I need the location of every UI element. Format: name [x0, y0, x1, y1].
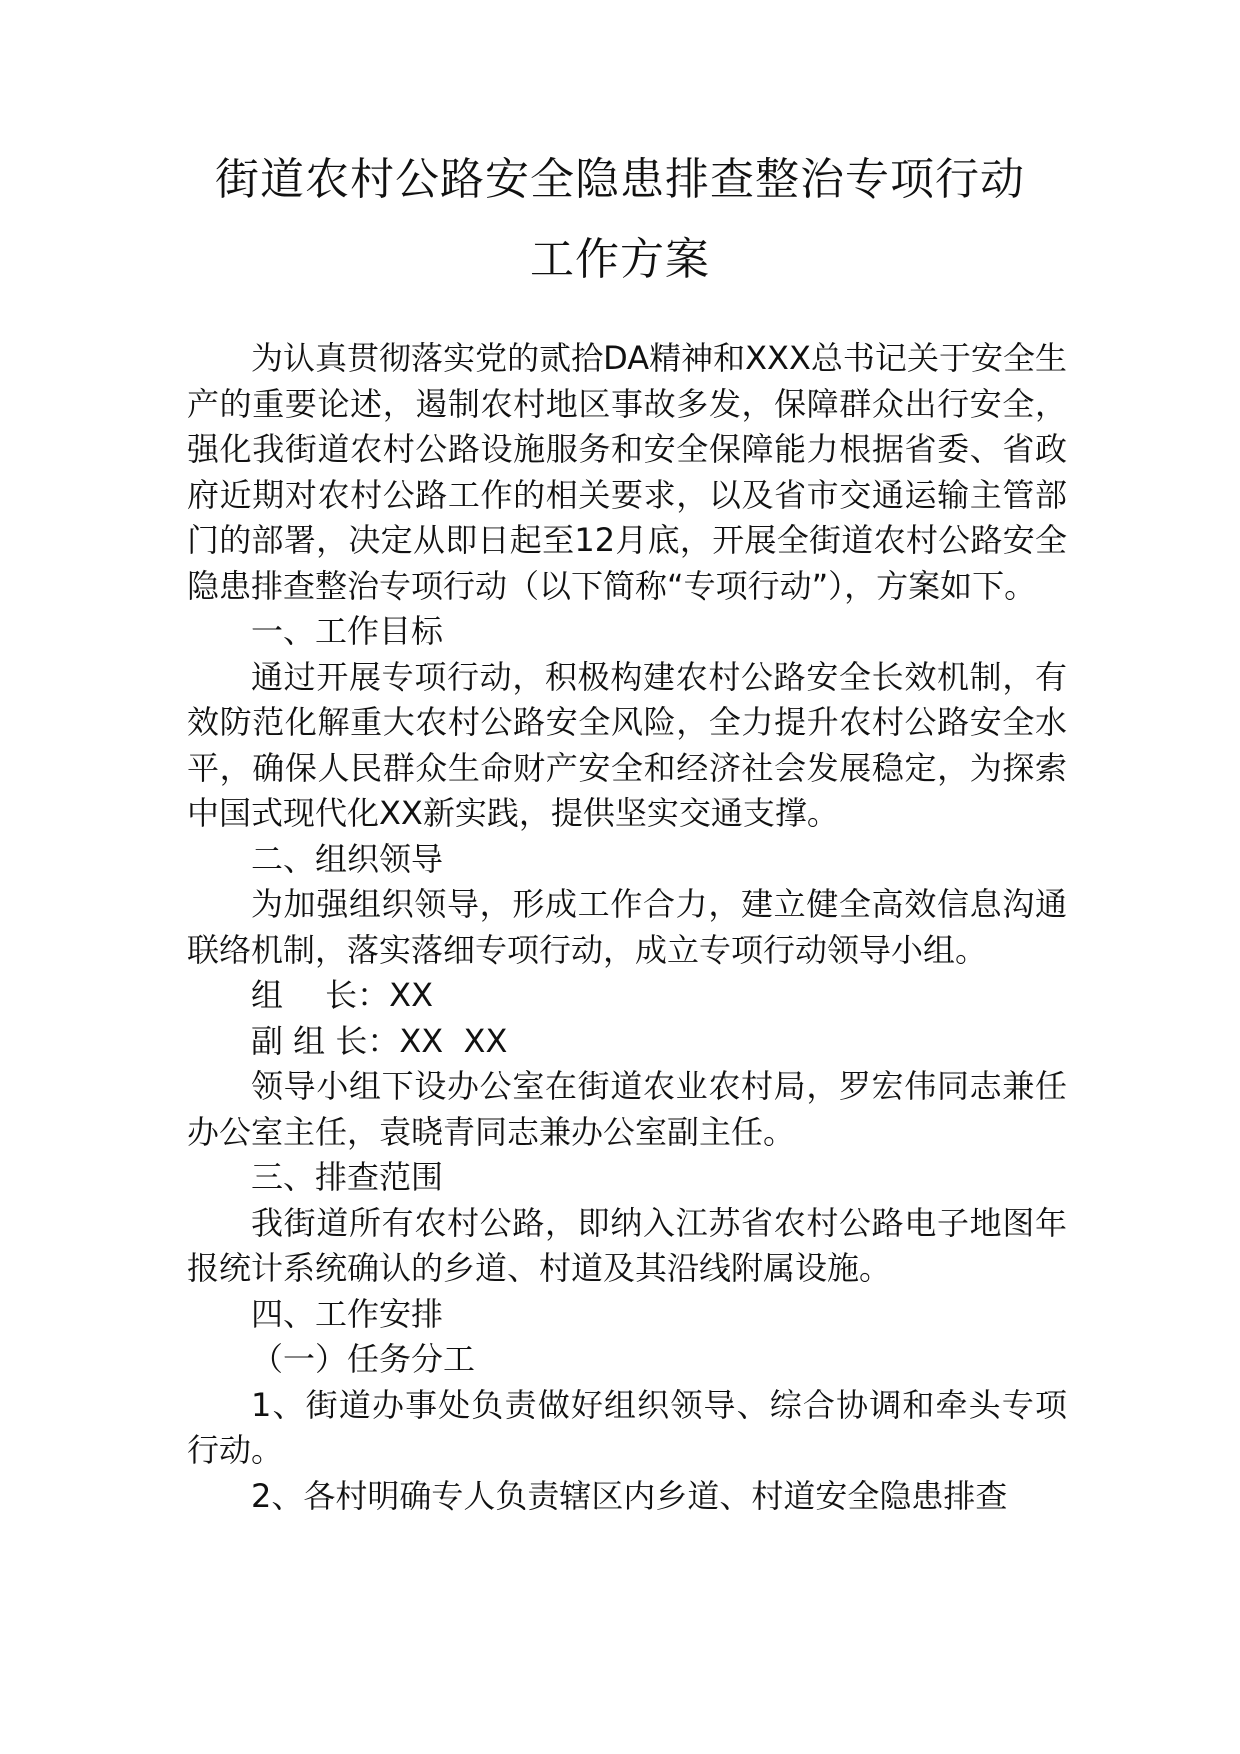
document-title-line-2: 工作方案 — [530, 234, 710, 285]
goals-paragraph: 通过开展专项行动，积极构建农村公路安全长效机制，有效防范化解重大农村公路安全风险，全力提升农村公路安全水平，确保人民群众生命财产安全和经济社会发展稳定，为探索中国式现代化XX新实践，提供坚实交通支撑。 — [187, 657, 1067, 832]
task-item-1: 1、街道办事处负责做好组织领导、综合协调和牵头专项行动。 — [187, 1385, 1067, 1469]
section-heading-arrangements: 四、工作安排 — [251, 1294, 444, 1333]
deputy-leader-line: 副 组 长：XX XX — [251, 1021, 508, 1060]
document-title-line-1: 街道农村公路安全隐患排查整治专项行动 — [215, 154, 1025, 205]
section-heading-goals: 一、工作目标 — [251, 612, 444, 650]
group-leader-line: 组 长：XX — [251, 976, 434, 1014]
scope-paragraph: 我街道所有农村公路，即纳入江苏省农村公路电子地图年报统计系统确认的乡道、村道及其沿线附属设施。 — [187, 1203, 1067, 1287]
section-heading-leadership: 二、组织领导 — [251, 839, 444, 878]
section-heading-scope: 三、排查范围 — [251, 1158, 444, 1196]
intro-paragraph: 为认真贯彻落实党的贰拾DA精神和XXX总书记关于安全生产的重要论述，遏制农村地区事故多发，保障群众出行安全，强化我街道农村公路设施服务和安全保障能力根据省委、省政府近期对农村公路工作的相关要求，以及省市交通运输主管部门的部署，决定从即日起至12月底，开展全街道农村公路安全隐患排查整治专项行动（以下简称“专项行动”），方案如下。 — [187, 339, 1067, 605]
leadership-paragraph: 为加强组织领导，形成工作合力，建立健全高效信息沟通联络机制，落实落细专项行动，成立专项行动领导小组。 — [187, 885, 1067, 969]
office-paragraph: 领导小组下设办公室在街道农业农村局，罗宏伟同志兼任办公室主任，袁晓青同志兼办公室副主任。 — [187, 1067, 1067, 1151]
document-body — [187, 336, 1067, 1519]
subsection-heading-tasks: （一）任务分工 — [251, 1340, 476, 1378]
task-item-2: 2、各村明确专人负责辖区内乡道、村道安全隐患排查 — [251, 1476, 1008, 1515]
